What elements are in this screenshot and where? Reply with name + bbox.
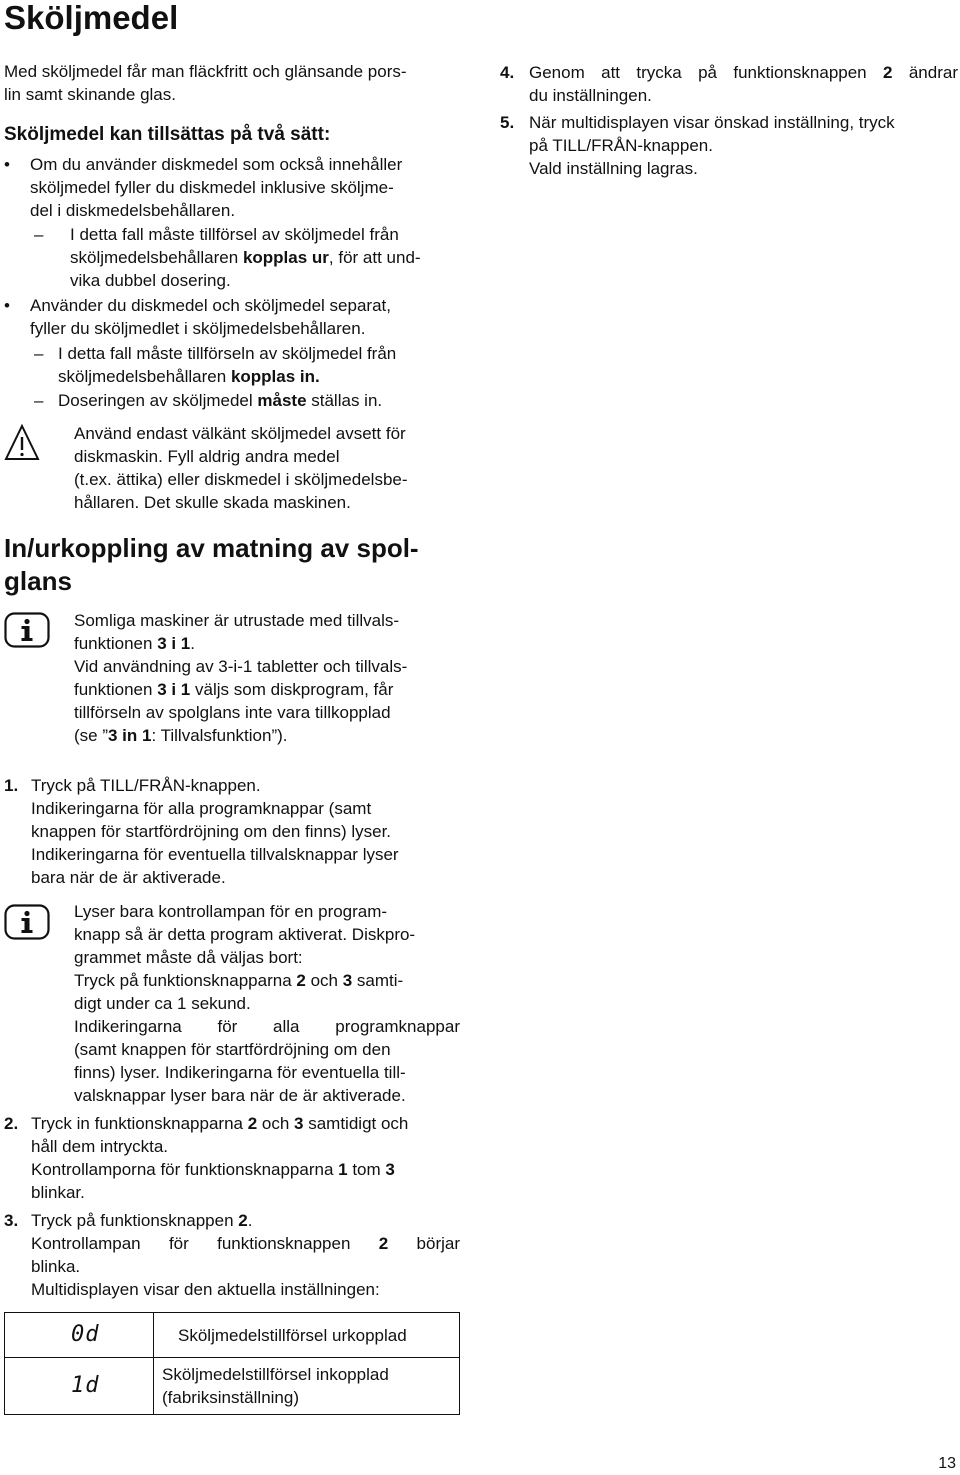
display-code: 0d [71,1322,100,1347]
text-span: Doseringen av sköljmedel [58,391,258,410]
text-line: I detta fall måste tillförsel av sköljmedel från [70,225,399,244]
text-span: : Tillvalsfunktion”). [151,726,288,745]
text-span: Tryck på funktionsknapparna [74,971,297,990]
text-span: samti- [352,971,404,990]
text-line: Tryck på TILL/FRÅN-knappen. [31,776,261,795]
text-span: och [305,971,343,990]
text-line: del i diskmedelsbehållaren. [30,201,236,220]
text-line [74,969,460,992]
emphasis-kopplas-ur: kopplas ur [242,248,329,267]
text-span: funktionen [74,680,158,699]
text-span: börjar [388,1234,460,1253]
info-icon [4,612,50,648]
text-span: väljs som diskprogram, får [190,680,394,699]
text-span: Genom att trycka på funktionsknappen [529,63,883,82]
warning-triangle-icon [4,424,40,462]
step-number: 3. [4,1211,19,1230]
dash-item [4,342,460,388]
text-line [70,246,460,269]
dash-item [4,389,460,412]
dash-icon: – [34,391,44,410]
text-line: Indikeringarna för alla programknappar (samt [31,799,372,818]
text-line [31,1232,460,1255]
step-number: 4. [500,63,515,82]
intro-line: Med sköljmedel får man fläckfritt och glänsande pors- [4,62,407,81]
emphasis-number: 2 [296,971,306,990]
info-note-3in1 [74,609,460,747]
dash-icon: – [34,225,44,244]
page-number: 13 [938,1455,956,1472]
text-span: . [190,634,196,653]
heading-line: glans [4,566,72,596]
setting-description [154,1313,460,1358]
text-line: diskmaskin. Fyll aldrig andra medel [74,447,340,466]
bullet-icon: • [4,155,10,174]
step-3 [4,1209,460,1301]
heading-line: In/urkoppling av matning av spol- [4,533,419,563]
text-line [74,632,460,655]
text-line: knappen för startfördröjning om den finns) lyser. [31,822,392,841]
step-number: 5. [500,113,515,132]
bullet-icon: • [4,296,10,315]
emphasis-3i1: 3 i 1 [157,634,191,653]
text-span: . [247,1211,253,1230]
emphasis-number: 2 [247,1114,258,1133]
emphasis-3i1: 3 i 1 [157,680,191,699]
text-span: ändrar [892,63,958,82]
step-5 [500,111,958,180]
emphasis-3in1: 3 in 1 [108,726,152,745]
text-span: , för att und- [328,248,421,267]
info-note-program [74,900,460,1107]
table-row [5,1358,460,1415]
text-line: Multidisplayen visar den aktuella inställningen: [31,1280,380,1299]
text-line: Sköljmedelstillförsel urkopplad [178,1325,407,1345]
text-span: ställas in. [306,391,383,410]
text-line: Använd endast välkänt sköljmedel avsett för [74,424,406,443]
emphasis-number: 3 [342,971,353,990]
text-line: bara när de är aktiverade. [31,868,226,887]
dash-icon: – [34,344,44,363]
intro-line: lin samt skinande glas. [4,85,176,104]
text-span: Tryck på funktionsknappen [31,1211,239,1230]
text-line: grammet måste då väljas bort: [74,948,303,967]
text-line: knapp så är detta program aktiverat. Diskpro- [74,925,416,944]
text-span: funktionen [74,634,158,653]
step-2 [4,1112,460,1204]
text-line: (fabriksinställning) [162,1388,299,1407]
text-line: Lyser bara kontrollampan för en program- [74,902,388,921]
emphasis-number: 3 [294,1114,304,1133]
display-code-cell [5,1313,154,1358]
bullet-item [4,294,460,340]
step-number: 1. [4,776,19,795]
text-line: Vid användning av 3-i-1 tabletter och tillvals- [74,657,408,676]
text-line: blinkar. [31,1183,85,1202]
text-line [31,1158,460,1181]
text-line: du inställningen. [529,86,652,105]
emphasis-kopplas-in: kopplas in. [230,367,320,386]
intro-paragraph [4,60,460,106]
emphasis-number: 3 [385,1160,395,1179]
info-icon [4,904,50,940]
display-code-cell [5,1358,154,1415]
text-line [74,678,460,701]
section-heading-rinse-aid: Sköljmedel kan tillsättas på två sätt: [4,124,331,145]
emphasis-number: 1 [338,1160,348,1179]
text-line [529,61,958,84]
text-span: sköljmedelsbehållaren [70,248,243,267]
text-line: När multidisplayen visar önskad inställning, tryck [529,113,895,132]
text-line [74,724,460,747]
text-line [31,1112,460,1135]
text-line: Sköljmedelstillförsel inkopplad [162,1365,389,1384]
text-span: (se ” [74,726,108,745]
text-span: och [257,1114,295,1133]
text-line: Indikeringarna för eventuella tillvalsknappar lyser [31,845,399,864]
step-1 [4,774,460,889]
step-number: 2. [4,1114,19,1133]
text-span: Kontrollampan för funktionsknappen [31,1234,379,1253]
table-row [5,1313,460,1358]
text-span: tom [347,1160,386,1179]
text-line: valsknappar lyser bara när de är aktiverade. [74,1086,406,1105]
text-line: Somliga maskiner är utrustade med tillvals- [74,611,400,630]
bullet-item [4,153,460,222]
emphasis-number: 2 [883,63,893,82]
text-line: (t.ex. ättika) eller diskmedel i sköljmedelsbe- [74,470,408,489]
text-line: Vald inställning lagras. [529,159,698,178]
text-line: sköljmedel fyller du diskmedel inklusive sköljme- [30,178,394,197]
text-line: Om du använder diskmedel som också innehåller [30,155,403,174]
text-line: I detta fall måste tillförseln av sköljmedel från [58,344,397,363]
text-span: samtidigt och [303,1114,409,1133]
warning-text [74,422,460,514]
text-line: på TILL/FRÅN-knappen. [529,136,713,155]
step-4 [500,61,958,107]
section-heading-rinse-feed [4,532,460,598]
emphasis-maste: måste [257,391,307,410]
text-line: Använder du diskmedel och sköljmedel separat, [30,296,391,315]
emphasis-number: 2 [378,1234,389,1253]
text-line: fyller du sköljmedlet i sköljmedelsbehållaren. [30,319,366,338]
text-line: håll dem intryckta. [31,1137,168,1156]
text-span: sköljmedelsbehållaren [58,367,231,386]
text-line: blinka. [31,1257,81,1276]
setting-description [154,1358,460,1415]
text-line: hållaren. Det skulle skada maskinen. [74,493,351,512]
text-span: Kontrollamporna för funktionsknapparna [31,1160,339,1179]
dash-item [4,223,460,292]
text-line [58,389,460,412]
text-line: Indikeringarna för alla programknappar [74,1017,460,1036]
emphasis-number: 2 [238,1211,248,1230]
display-settings-table [4,1312,460,1415]
text-line: digt under ca 1 sekund. [74,994,251,1013]
text-line [31,1209,460,1232]
text-line: tillförseln av spolglans inte vara tillkopplad [74,703,391,722]
text-line: vika dubbel dosering. [70,271,231,290]
text-span: Tryck in funktionsknapparna [31,1114,248,1133]
text-line: finns) lyser. Indikeringarna för eventuella till- [74,1063,406,1082]
display-code: 1d [71,1373,100,1398]
text-line: (samt knappen för startfördröjning om den [74,1040,391,1059]
text-line [58,365,460,388]
page-title: Sköljmedel [4,0,179,36]
